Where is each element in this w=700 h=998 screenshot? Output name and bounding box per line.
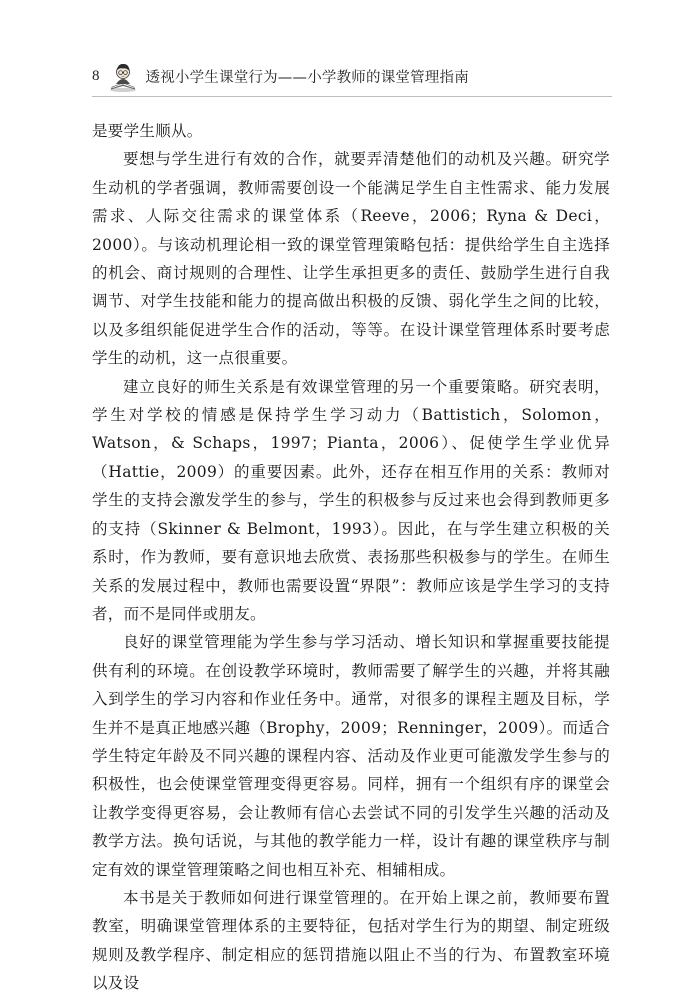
paragraph-relationship: 建立良好的师生关系是有效课堂管理的另一个重要策略。研究表明，学生对学校的情感是保持学生学习动力（Battistich，Solomon，Watson，& Schaps，1997；Pianta，2006）、促使学生学业优异（Hattie，2009）的重要因素。此外，还存在相互作用的关系：教师对学生的支持会激发学生的参与，学生的积极参与反过来也会得到教师更多的支持（Skinner & Belmont，1993）。因此，在与学生建立积极的关系时，作为教师，要有意识地去欣赏、表扬那些积极参与的学生。在师生关系的发展过程中，教师也需要设置“界限”：教师应该是学生学习的支持者，而不是同伴或朋友。: [92, 377, 610, 623]
header-divider: [92, 96, 612, 97]
page-number: 8: [92, 67, 100, 84]
paragraph-book-overview: 本书是关于教师如何进行课堂管理的。在开始上课之前，教师要布置教室，明确课堂管理体系的主要特征，包括对学生行为的期望、制定班级规则及教学程序、制定相应的惩罚措施以阻止不当的行为、布置教室环境以及设: [92, 888, 610, 993]
body-text: [92, 117, 610, 998]
paragraph-environment: 良好的课堂管理能为学生参与学习活动、增长知识和掌握重要技能提供有利的环境。在创设教学环境时，教师需要了解学生的兴趣，并将其融入到学生的学习内容和作业任务中。通常，对很多的课程主题及目标，学生并不是真正地感兴趣（Brophy，2009；Renninger，2009）。而适合学生特定年龄及不同兴趣的课程内容、活动及作业更可能激发学生参与的积极性，也会使课堂管理变得更容易。同样，拥有一个组织有序的课堂会让教学变得更容易，会让教师有信心去尝试不同的引发学生兴趣的活动及教学方法。换句话说，与其他的教学能力一样，设计有趣的课堂秩序与制定有效的课堂管理策略之间也相互补充、相辅相成。: [92, 633, 610, 879]
paragraph-continuation: 是要学生顺从。: [92, 122, 203, 140]
page-header: [92, 58, 612, 94]
reading-child-icon: [108, 60, 138, 92]
paragraph-motivation: 要想与学生进行有效的合作，就要弄清楚他们的动机及兴趣。研究学生动机的学者强调，教师需要创设一个能满足学生自主性需求、能力发展需求、人际交往需求的课堂体系（Reeve，2006；Ryna & Deci，2000）。与该动机理论相一致的课堂管理策略包括：提供给学生自主选择的机会、商讨规则的合理性、让学生承担更多的责任、鼓励学生进行自我调节、对学生技能和能力的提高做出积极的反馈、弱化学生之间的比较，以及多组织能促进学生合作的活动，等等。在设计课堂管理体系时要考虑学生的动机，这一点很重要。: [92, 150, 610, 368]
running-title: 透视小学生课堂行为——小学教师的课堂管理指南: [145, 69, 469, 86]
